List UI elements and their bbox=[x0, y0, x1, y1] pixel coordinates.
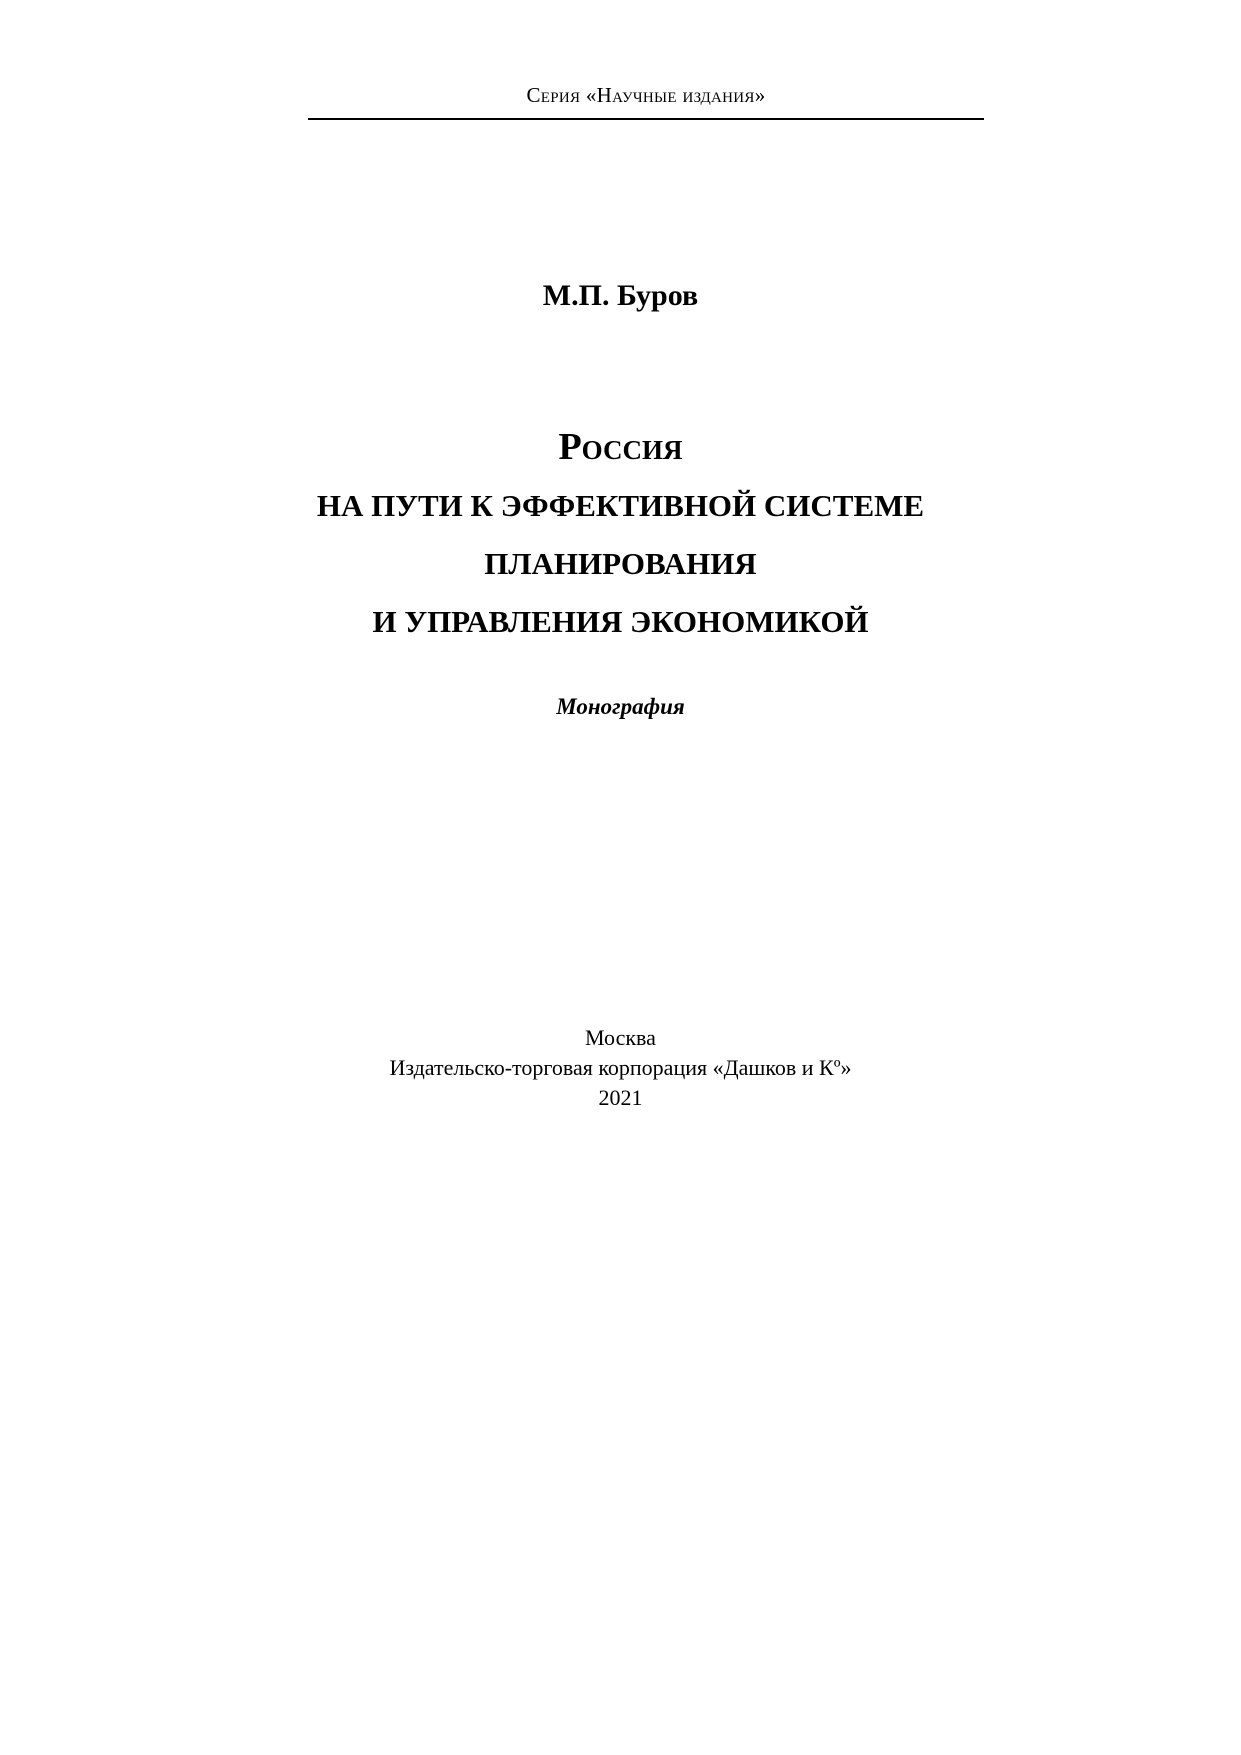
author-name: М.П. Буров bbox=[542, 279, 699, 312]
title-line-3: И УПРАВЛЕНИЯ ЭКОНОМИКОЙ bbox=[372, 604, 869, 639]
imprint-year: 2021 bbox=[598, 1085, 643, 1110]
book-title bbox=[0, 424, 1241, 642]
imprint bbox=[0, 1023, 1241, 1113]
header-divider bbox=[308, 118, 984, 120]
title-main: Россия bbox=[558, 426, 683, 468]
title-line-1: НА ПУТИ К ЭФФЕКТИВНОЙ СИСТЕМЕ bbox=[316, 488, 925, 523]
imprint-city: Москва bbox=[585, 1025, 656, 1050]
imprint-publisher: Издательско-торговая корпорация «Дашков и Кº» bbox=[389, 1055, 852, 1080]
title-line-2: ПЛАНИРОВАНИЯ bbox=[484, 546, 757, 581]
series-header: Серия «Научные издания» bbox=[526, 83, 766, 107]
genre-label: Монография bbox=[556, 694, 685, 719]
